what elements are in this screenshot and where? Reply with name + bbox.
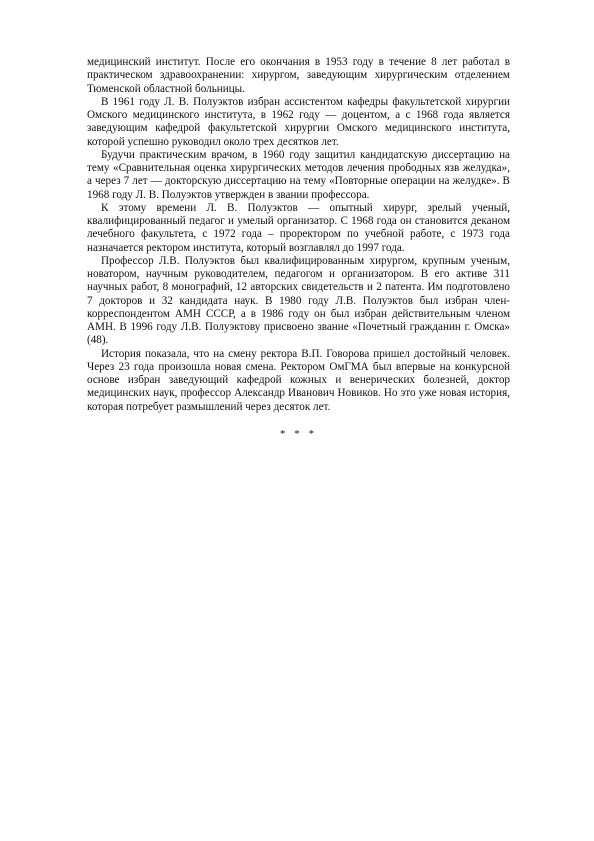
section-separator: * * * — [280, 427, 317, 440]
paragraph-new-rector: История показала, что на смену ректора В.П. Говорова пришел достойный человек. Через 23 года произошла новая смена. Ректором ОмГМА был впервые на конкурсной основе избран заведующий кафедрой кожных и венерических болезней, доктор медицинских наук, профессор Александр Иванович Новиков. Но это уже новая история, которая потребует размышлений через десяток лет. — [87, 347, 510, 413]
paragraph-achievements: Профессор Л.В. Полуэктов был квалифицированным хирургом, крупным ученым, новатором, научным руководителем, педагогом и организатором. В его активе 311 научных работ, 8 монографий, 12 авторских свидетельств и 2 патента. Им подготовлено 7 докторов и 32 кандидата наук. В 1980 году Л.В. Полуэктов был избран член-корреспондентом АМН СССР, а в 1986 году он был избран действительным членом АМН. В 1996 году Л.В. Полуэктову присвоено звание «Почетный гражданин г. Омска» (48). — [87, 254, 510, 347]
paragraph-career: К этому времени Л. В. Полуэктов — опытный хирург, зрелый ученый, квалифицированный педагог и умелый организатор. С 1968 года он становится деканом лечебного факультета, с 1972 года – проректором по учебной работе, с 1973 года назначается ректором института, который возглавлял до 1997 года. — [87, 201, 510, 254]
paragraph-appointment-1961: В 1961 году Л. В. Полуэктов избран ассистентом кафедры факультетской хирургии Омского медицинского института, в 1962 году — доцентом, а с 1968 года является заведующим кафедрой факультетской хирургии Омского медицинского института, которой успешно руководил около трех десятков лет. — [87, 95, 510, 148]
paragraph-continuation: медицинский институт. После его окончания в 1953 году в течение 8 лет работал в практическом здравоохранении: хирургом, заведующим хирургическим отделением Тюменской областной больницы. — [87, 56, 510, 95]
paragraph-dissertations: Будучи практическим врачом, в 1960 году защитил кандидатскую диссертацию на тему «Сравнительная оценка хирургических методов лечения прободных язв желудка», а через 7 лет — докторскую диссертацию на тему «Повторные операции на желудке». В 1968 году Л. В. Полуэктов утвержден в звании профессора. — [87, 148, 510, 201]
